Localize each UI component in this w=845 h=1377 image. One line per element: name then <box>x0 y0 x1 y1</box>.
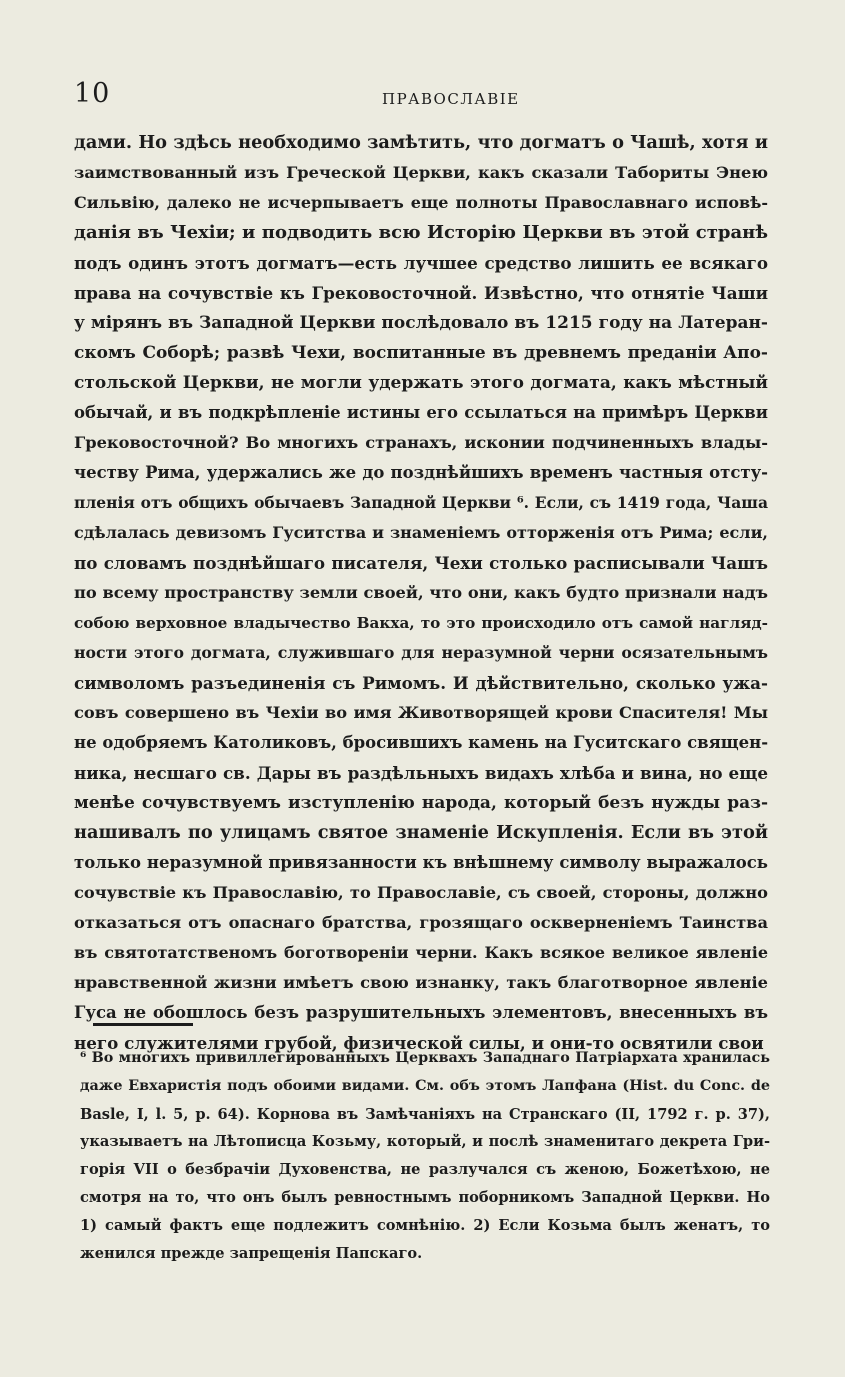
text-line: скомъ Соборѣ; развѣ Чехи, воспитанные въ древнемъ преданіи Апо- <box>74 343 768 363</box>
text-line: обычай, и въ подкрѣпленіе истины его ссылаться на примѣръ Церкви <box>74 403 768 422</box>
page-number: 10 <box>74 78 111 109</box>
text-line: Сильвію, далеко не исчерпываетъ еще полноты Православнаго исповѣ- <box>74 193 768 212</box>
text-line: въ святотатственомъ боготвореніи черни. Какъ всякое великое явленіе <box>74 943 768 962</box>
text-line: отказаться отъ опаснаго братства, грозящаго оскверненіемъ Таинства <box>74 913 768 932</box>
footnote-line: горія VII о безбрачіи Духовенства, не разлучался съ женою, Божетѣхою, не <box>80 1161 770 1179</box>
footnote-line: даже Евхаристія подъ обоими видами. См. объ этомъ Лапфана (Hist. du Conc. de <box>80 1077 770 1094</box>
text-line: по словамъ позднѣйшаго писателя, Чехи столько расписывали Чашъ <box>74 553 768 573</box>
text-line: собою верховное владычество Вакха, то это происходило отъ самой нагляд- <box>74 614 768 632</box>
footnote-separator <box>93 1023 193 1026</box>
text-line: стольской Церкви, не могли удержать этого догмата, какъ мѣстный <box>74 373 768 393</box>
footnotes <box>80 1045 770 1267</box>
footnote-line: смотря на то, что онъ былъ ревностнымъ поборникомъ Западной Церкви. Но <box>80 1188 770 1206</box>
text-line: пленія отъ общихъ обычаевъ Западной Церкви ⁶. Если, съ 1419 года, Чаша <box>74 493 768 512</box>
main-text <box>74 128 768 1058</box>
text-line: ника, несшаго св. Дары въ раздѣльныхъ видахъ хлѣба и вина, но еще <box>74 763 768 783</box>
footnote-line: указываетъ на Лѣтописца Козьму, который, и послѣ знаменитаго декрета Гри- <box>80 1133 770 1151</box>
text-line: не одобряемъ Католиковъ, бросившихъ камень на Гуситскаго священ- <box>74 733 768 752</box>
text-line: менѣе сочувствуемъ изступленію народа, который безъ нужды раз- <box>74 793 768 813</box>
text-line: у мірянъ въ Западной Церкви послѣдовало въ 1215 году на Латеран- <box>74 313 768 333</box>
footnote-line: ⁶ Во многихъ привиллегированныхъ Церквахъ Западнаго Патріархата хранилась <box>80 1050 770 1066</box>
text-line: права на сочувствіе къ Грековосточной. Извѣстно, что отнятіе Чаши <box>74 283 768 303</box>
text-line: ности этого догмата, служившаго для неразумной черни осязательнымъ <box>74 643 768 662</box>
text-line: него служителями грубой, физической силы, и они-то освятили свои <box>74 1033 764 1053</box>
footnote-line: 1) самый фактъ еще подлежитъ сомнѣнію. 2) Если Козьма былъ женатъ, то <box>80 1216 770 1234</box>
text-line: сочувствіе къ Православію, то Православіе, съ своей, стороны, должно <box>74 883 768 902</box>
text-line: Грековосточной? Во многихъ странахъ, исконии подчиненныхъ влады- <box>74 433 768 452</box>
text-line: только неразумной привязанности къ внѣшнему символу выражалось <box>74 853 768 872</box>
text-line: по всему пространству земли своей, что они, какъ будто признали надъ <box>74 583 768 602</box>
text-line: дами. Но здѣсь необходимо замѣтить, что догматъ о Чашѣ, хотя и <box>74 132 768 153</box>
text-line: сдѣлалась девизомъ Гуситства и знаменіемъ отторженія отъ Рима; если, <box>74 523 768 542</box>
text-line: нравственной жизни имѣетъ свою изнанку, такъ благотворное явленіе <box>74 973 768 992</box>
text-line: заимствованный изъ Греческой Церкви, какъ сказали Табориты Энею <box>74 163 768 182</box>
footnote-line: женился прежде запрещенія Папскаго. <box>80 1244 423 1262</box>
text-line: подъ одинъ этотъ догматъ—есть лучшее средство лишить ее всякаго <box>74 253 768 273</box>
text-line: честву Рима, удержались же до позднѣйшихъ временъ частныя отсту- <box>74 463 768 482</box>
text-line: Гуса не обошлось безъ разрушительныхъ элементовъ, внесенныхъ въ <box>74 1003 768 1022</box>
text-line: совъ совершено въ Чехіи во имя Животворящей крови Спасителя! Мы <box>74 703 768 722</box>
text-line: нашивалъ по улицамъ святое знаменіе Искупленія. Если въ этой <box>74 822 768 843</box>
footnote-line: Basle, I, l. 5, p. 64). Корнова въ Замѣчаніяхъ на Странскаго (II, 1792 г. p. 37), <box>80 1105 770 1123</box>
text-line: символомъ разъединенія съ Римомъ. И дѣйствительно, сколько ужа- <box>74 673 768 693</box>
text-line: данія въ Чехіи; и подводить всю Исторію Церкви въ этой странѣ <box>74 222 768 243</box>
running-head: ПРАВОСЛАВІЕ <box>382 90 520 108</box>
